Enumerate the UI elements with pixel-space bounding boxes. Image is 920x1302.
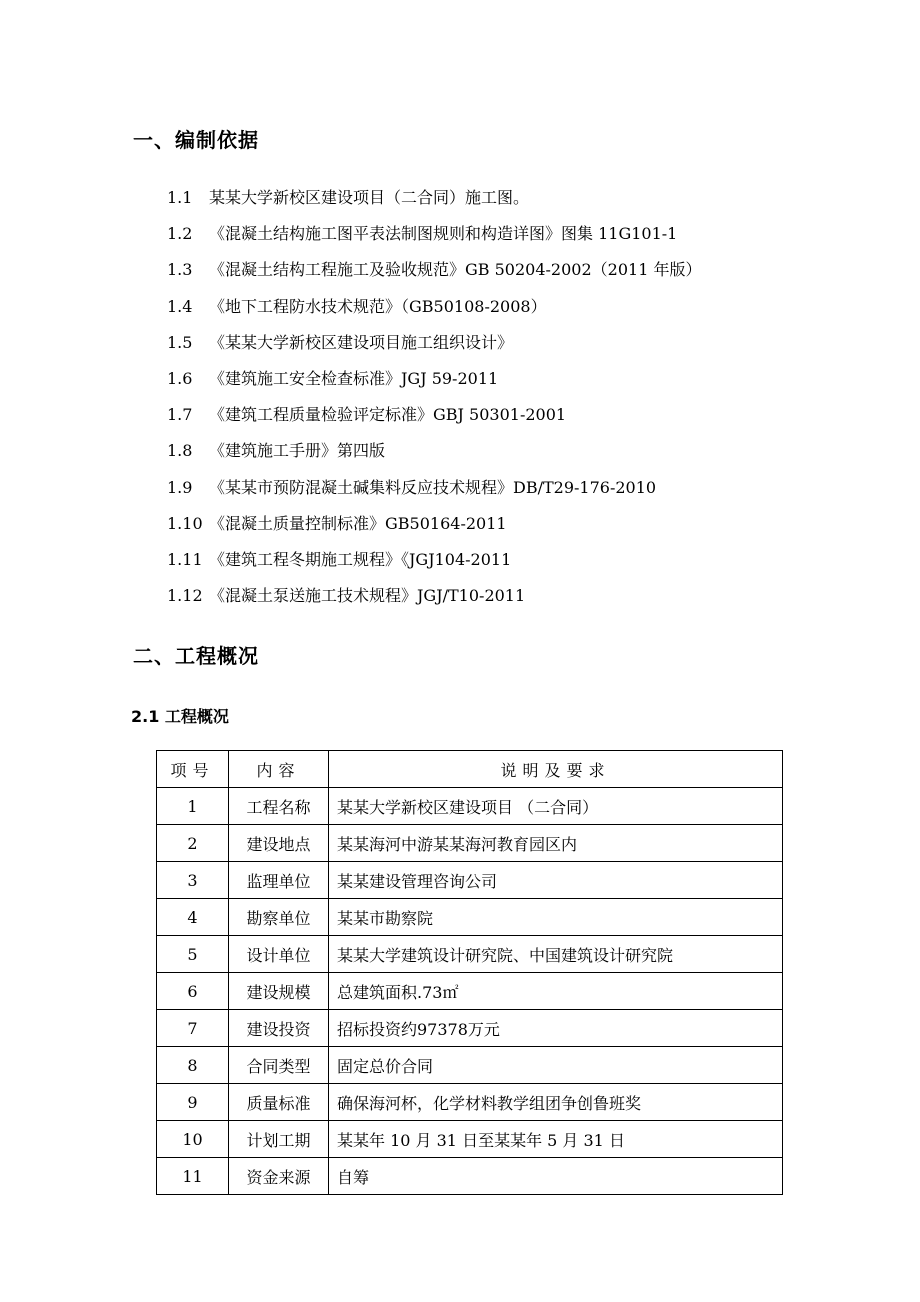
item-number: 1.1 [167, 188, 193, 207]
row-number: 3 [157, 862, 229, 899]
item-number: 1.5 [167, 332, 193, 352]
table-row [157, 1047, 783, 1084]
row-number: 6 [157, 973, 229, 1010]
list-item [167, 216, 701, 252]
list-item [167, 289, 701, 325]
row-number: 10 [157, 1121, 229, 1158]
item-number: 1.10 [167, 513, 203, 533]
row-value: 某某年 10 月 31 日至某某年 5 月 31 日 [329, 1121, 783, 1158]
item-text: 《建筑施工手册》第四版 [209, 441, 386, 461]
row-label: 计划工期 [229, 1121, 329, 1158]
table-row [157, 1121, 783, 1158]
row-number: 4 [157, 899, 229, 936]
header-item-no: 项号 [157, 751, 229, 788]
row-number: 2 [157, 825, 229, 862]
table-row [157, 899, 783, 936]
row-value: 确保海河杯，化学材料教学组团争创鲁班奖 [329, 1084, 783, 1121]
row-value: 某某建设管理咨询公司 [329, 862, 783, 899]
table-row [157, 1158, 783, 1195]
list-item [167, 506, 701, 542]
item-text: 《混凝土质量控制标准》GB50164-2011 [209, 513, 507, 533]
list-item [167, 180, 701, 216]
item-number: 1.11 [167, 549, 203, 569]
row-value: 招标投资约97378万元 [329, 1010, 783, 1047]
item-text: 《混凝土结构工程施工及验收规范》GB 50204-2002（2011 年版） [209, 260, 702, 280]
item-text: 《建筑施工安全检查标准》JGJ 59-2011 [209, 368, 499, 388]
item-number: 1.4 [167, 296, 193, 316]
section-2-title: 二、工程概况 [133, 644, 259, 668]
row-label: 合同类型 [229, 1047, 329, 1084]
row-label: 监理单位 [229, 862, 329, 899]
item-number: 1.6 [167, 368, 193, 388]
item-text: 《混凝土泵送施工技术规程》JGJ/T10-2011 [209, 586, 526, 606]
row-label: 资金来源 [229, 1158, 329, 1195]
row-value: 某某海河中游某某海河教育园区内 [329, 825, 783, 862]
item-number: 1.12 [167, 586, 203, 606]
row-label: 工程名称 [229, 788, 329, 825]
list-item [167, 252, 701, 288]
table-row [157, 825, 783, 862]
row-number: 11 [157, 1158, 229, 1195]
header-content: 内容 [229, 751, 329, 788]
table-row [157, 1084, 783, 1121]
row-value: 某某市勘察院 [329, 899, 783, 936]
row-label: 设计单位 [229, 936, 329, 973]
row-number: 5 [157, 936, 229, 973]
table-row [157, 788, 783, 825]
section-1-title: 一、编制依据 [133, 128, 259, 152]
section-2-1-subtitle: 2.1 工程概况 [131, 707, 229, 726]
row-label: 建设规模 [229, 973, 329, 1010]
row-value: 自筹 [329, 1158, 783, 1195]
row-number: 9 [157, 1084, 229, 1121]
item-number: 1.7 [167, 405, 193, 425]
item-text: 《地下工程防水技术规范》（GB50108-2008） [209, 296, 547, 316]
list-item [167, 578, 701, 614]
row-label: 建设地点 [229, 825, 329, 862]
table-row [157, 862, 783, 899]
item-number: 1.3 [167, 260, 193, 280]
table-header-row [157, 751, 783, 788]
list-item [167, 542, 701, 578]
list-item [167, 470, 701, 506]
item-number: 1.9 [167, 477, 193, 497]
list-item [167, 361, 701, 397]
table-row [157, 936, 783, 973]
row-label: 勘察单位 [229, 899, 329, 936]
item-text: 《某某市预防混凝土碱集料反应技术规程》DB/T29-176-2010 [209, 477, 657, 497]
list-item [167, 433, 701, 469]
row-number: 7 [157, 1010, 229, 1047]
project-overview-table [156, 750, 783, 1195]
row-value: 某某大学建筑设计研究院、中国建筑设计研究院 [329, 936, 783, 973]
row-number: 8 [157, 1047, 229, 1084]
list-item [167, 325, 701, 361]
row-value: 某某大学新校区建设项目 （二合同） [329, 788, 783, 825]
row-label: 质量标准 [229, 1084, 329, 1121]
row-number: 1 [157, 788, 229, 825]
item-text: 《建筑工程质量检验评定标准》GBJ 50301-2001 [209, 405, 567, 425]
item-text: 某某大学新校区建设项目（二合同）施工图。 [209, 188, 530, 207]
row-label: 建设投资 [229, 1010, 329, 1047]
row-value: 总建筑面积.73㎡ [329, 973, 783, 1010]
item-text: 《建筑工程冬期施工规程》《JGJ104-2011 [209, 549, 512, 569]
table-row [157, 973, 783, 1010]
header-description: 说明及要求 [329, 751, 783, 788]
table-row [157, 1010, 783, 1047]
row-value: 固定总价合同 [329, 1047, 783, 1084]
reference-list [167, 180, 701, 614]
list-item [167, 397, 701, 433]
item-number: 1.2 [167, 224, 193, 244]
item-number: 1.8 [167, 441, 193, 461]
item-text: 《某某大学新校区建设项目施工组织设计》 [209, 332, 514, 352]
item-text: 《混凝土结构施工图平表法制图规则和构造详图》图集 11G101-1 [209, 224, 678, 244]
